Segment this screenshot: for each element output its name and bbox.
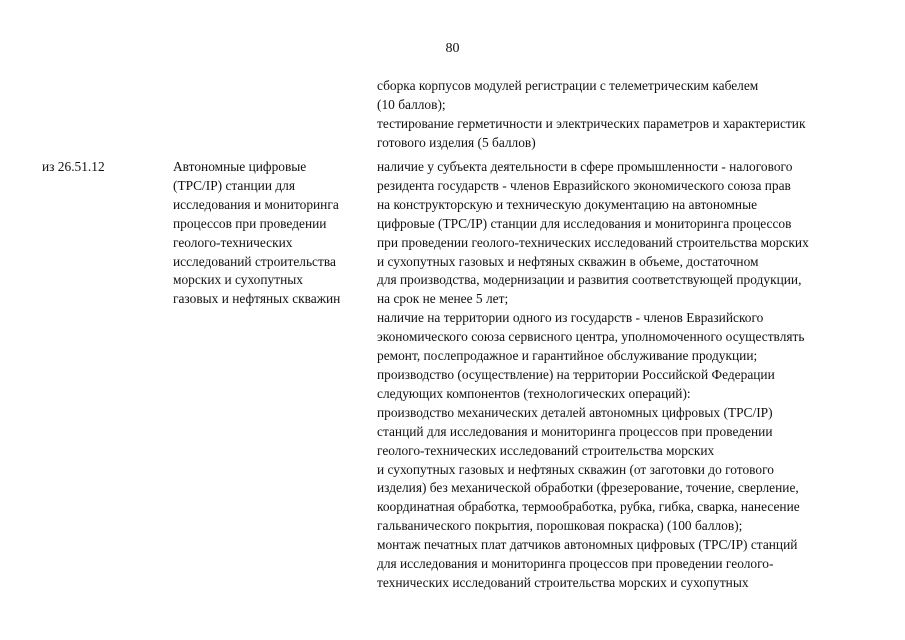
- requirement-line: на конструкторскую и техническую документацию на автономные: [377, 196, 758, 212]
- product-line: процессов при проведении: [173, 215, 327, 231]
- product-line: исследования и мониторинга: [173, 196, 339, 212]
- requirement-line: изделия) без механической обработки (фрезерование, точение, сверление,: [377, 480, 799, 496]
- requirement-line: следующих компонентов (технологических операций):: [377, 385, 691, 401]
- requirement-line: и сухопутных газовых и нефтяных скважин (от заготовки до готового: [377, 461, 774, 477]
- requirement-line: гальванического покрытия, порошковая покраска) (100 баллов);: [377, 518, 743, 534]
- product-name-cell: [173, 158, 340, 309]
- requirement-line: для исследования и мониторинга процессов при проведении геолого-: [377, 556, 774, 572]
- requirement-line: при проведении геолого-технических исследований строительства морских: [377, 234, 809, 250]
- requirement-line: ремонт, послепродажное и гарантийное обслуживание продукции;: [377, 348, 758, 364]
- okpd-code: из 26.51.12: [42, 159, 105, 174]
- requirement-line: на срок не менее 5 лет;: [377, 291, 509, 307]
- product-line: геолого-технических: [173, 234, 293, 250]
- requirement-line: наличие на территории одного из государств - членов Евразийского: [377, 310, 764, 326]
- requirements-cell: [377, 158, 809, 593]
- product-line: газовых и нефтяных скважин: [173, 291, 341, 307]
- requirement-line: монтаж печатных плат датчиков автономных цифровых (TPC/IP) станций: [377, 537, 798, 553]
- requirement-line: для производства, модернизации и развития соответствующей продукции,: [377, 272, 802, 288]
- requirement-line: технических исследований строительства морских и сухопутных: [377, 574, 749, 590]
- page-number: 80: [445, 41, 460, 56]
- requirement-line: координатная обработка, термообработка, рубка, гибка, сварка, нанесение: [377, 499, 800, 515]
- text-line: сборка корпусов модулей регистрации с телеметрическим кабелем: [377, 78, 759, 93]
- requirement-line: цифровые (TPC/IP) станции для исследования и мониторинга процессов: [377, 215, 792, 231]
- requirement-line: геолого-технических исследований строительства морских: [377, 442, 715, 458]
- text-line: (10 баллов);: [377, 96, 446, 112]
- requirement-line: производство (осуществление) на территории Российской Федерации: [377, 366, 775, 382]
- requirement-line: производство механических деталей автономных цифровых (TPC/IP): [377, 404, 773, 420]
- continuation-text: [377, 77, 805, 153]
- text-line: готового изделия (5 баллов): [377, 134, 536, 150]
- okpd-code-cell: [42, 158, 105, 177]
- requirement-line: резидента государств - членов Евразийского экономического союза прав: [377, 177, 791, 193]
- requirement-line: и сухопутных газовых и нефтяных скважин в объеме, достаточном: [377, 253, 759, 269]
- product-line: исследований строительства: [173, 253, 336, 269]
- product-line: морских и сухопутных: [173, 272, 303, 288]
- product-line: (TPC/IP) станции для: [173, 177, 296, 193]
- text-line: тестирование герметичности и электрических параметров и характеристик: [377, 115, 806, 131]
- requirement-line: наличие у субъекта деятельности в сфере промышленности - налогового: [377, 159, 793, 174]
- requirement-line: станций для исследования и мониторинга процессов при проведении: [377, 423, 773, 439]
- requirement-line: экономического союза сервисного центра, уполномоченного осуществлять: [377, 329, 805, 345]
- product-line: Автономные цифровые: [173, 159, 307, 174]
